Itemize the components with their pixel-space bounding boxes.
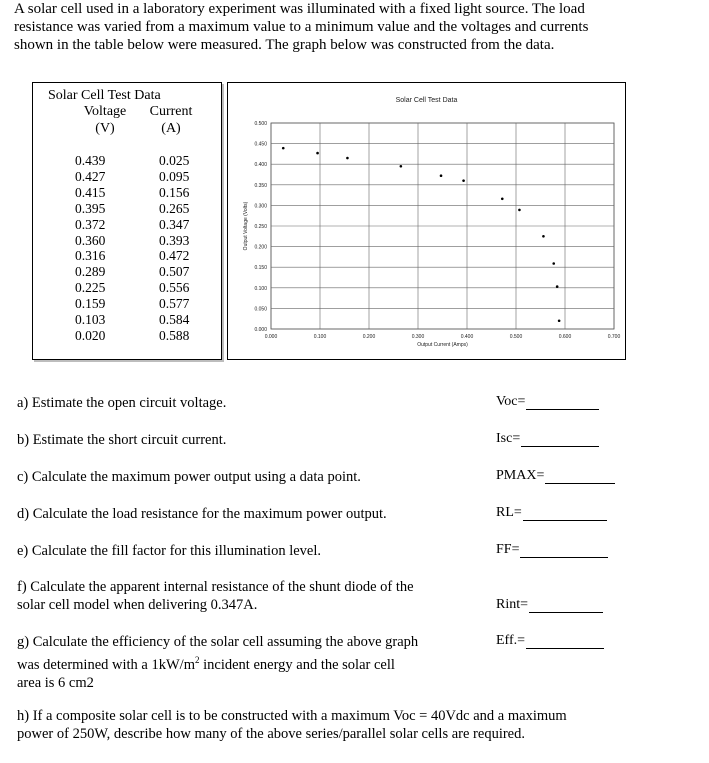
y-tick-label: 0.100 [254,285,267,292]
table-cell-current: 0.265 [159,200,190,216]
answer-ff-label: FF= [496,542,520,557]
data-point [440,174,443,177]
answer-isc-label: Isc= [496,431,521,446]
y-tick-label: 0.150 [254,265,267,272]
table-cell-current: 0.347 [159,216,190,232]
answer-voc [496,394,599,410]
table-cell-current: 0.393 [159,232,190,248]
table-cell-current: 0.588 [159,327,190,343]
answer-voc-label: Voc= [496,394,526,409]
answer-rl-label: RL= [496,505,522,520]
y-tick-label: 0.000 [254,327,267,333]
question-f-line-1: f) Calculate the apparent internal resistance of the shunt diode of the [17,579,414,595]
table-cell-current: 0.507 [159,264,190,280]
y-tick-label: 0.500 [254,121,267,127]
answer-eff-label: Eff.= [496,633,526,648]
table-cell-voltage: 0.427 [75,168,106,184]
table-cell-voltage: 0.103 [75,312,106,327]
data-point [316,152,319,155]
answer-isc [496,431,599,447]
x-tick-label: 0.600 [558,334,572,340]
data-point [282,147,285,150]
intro-line-2: resistance was varied from a maximum value to a minimum value and the voltages and currents [14,19,589,35]
table-cell-current: 0.556 [159,280,190,296]
x-tick-label: 0.100 [313,334,327,340]
y-tick-label: 0.050 [254,306,267,313]
intro-line-3: shown in the table below were measured. The graph below was constructed from the data. [14,37,555,53]
table-cell-current: 0.577 [159,296,190,312]
intro-paragraph [14,0,654,54]
table-cell-current: 0.472 [159,248,190,264]
answer-ff-blank[interactable] [520,543,608,558]
question-a: a) Estimate the open circuit voltage. [17,395,227,411]
answer-rint [496,597,603,613]
scatter-chart [228,83,625,359]
table-cell-voltage: 0.159 [75,296,106,312]
table-cell-voltage: 0.439 [75,153,106,168]
y-tick-label: 0.300 [254,203,267,210]
question-g [17,633,418,692]
table-cell-current: 0.095 [159,168,190,184]
question-g-line-2 [17,651,418,674]
data-point [542,235,545,238]
question-f [17,578,414,614]
table-cell-current: 0.584 [159,312,190,327]
question-f-line-2: solar cell model when delivering 0.347A. [17,597,258,613]
question-g-line-1: g) Calculate the efficiency of the solar cell assuming the above graph [17,634,419,650]
y-tick-label: 0.400 [254,162,267,169]
table-cell-current: 0.025 [159,153,190,168]
answer-isc-blank[interactable] [521,432,599,447]
question-h-line-2: power of 250W, describe how many of the above series/parallel solar cells are required. [17,726,525,742]
question-d: d) Calculate the load resistance for the maximum power output. [17,506,387,522]
y-tick-label: 0.350 [254,182,267,189]
answer-pmax [496,468,615,484]
table-cell-current: 0.156 [159,184,190,200]
question-b: b) Estimate the short circuit current. [17,432,227,448]
intro-line-1: A solar cell used in a laboratory experiment was illuminated with a fixed light source. The load [14,1,585,17]
x-tick-label: 0.300 [411,334,425,340]
table-cell-voltage: 0.316 [75,248,106,264]
x-axis-label: Output Current (Amps) [417,342,468,348]
question-h [17,707,567,743]
table-cell-voltage: 0.415 [75,184,106,200]
answer-pmax-blank[interactable] [545,469,615,484]
answer-eff [496,633,604,649]
chart-frame [227,82,626,360]
table-cell-voltage: 0.225 [75,280,106,296]
x-tick-label: 0.500 [509,334,523,340]
data-point [400,165,403,168]
data-point [518,209,521,212]
answer-eff-blank[interactable] [526,634,604,649]
current-header: Current [149,104,193,119]
table-cell-voltage: 0.020 [75,327,106,343]
x-tick-label: 0.000 [264,334,278,340]
question-c: c) Calculate the maximum power output using a data point. [17,469,361,485]
table-title: Solar Cell Test Data [48,88,161,103]
question-g-line-2b: incident energy and the solar cell [199,656,395,673]
data-table [32,82,222,360]
answer-rint-blank[interactable] [529,598,603,613]
answer-voc-blank[interactable] [526,395,599,410]
answer-rl-blank[interactable] [523,506,607,521]
y-axis-label: Output Voltage (Volts) [243,201,249,251]
table-cell-voltage: 0.289 [75,264,106,280]
voltage-header: Voltage [83,104,127,119]
data-point [556,285,559,288]
question-h-line-1: h) If a composite solar cell is to be constructed with a maximum Voc = 40Vdc and a maximum [17,708,567,724]
data-point [552,262,555,265]
question-g-line-3: area is 6 cm2 [17,674,94,691]
data-point [558,319,561,322]
question-g-superscript: 2 [194,655,200,665]
answer-ff [496,542,608,558]
answer-rint-label: Rint= [496,597,529,612]
answer-rl [496,505,607,521]
table-cell-voltage: 0.395 [75,200,106,216]
current-unit: (A) [161,121,181,136]
table-cell-voltage: 0.372 [75,216,106,232]
y-tick-label: 0.250 [254,224,267,230]
question-g-line-2a: was determined with a 1kW/m [17,656,195,673]
chart-title: Solar Cell Test Data [395,97,458,104]
table-cell-voltage: 0.360 [75,232,106,248]
data-point [462,179,465,182]
data-point [501,198,504,201]
question-e: e) Calculate the fill factor for this illumination level. [17,543,321,559]
answer-pmax-label: PMAX= [496,468,545,483]
y-tick-label: 0.450 [254,141,267,148]
x-tick-label: 0.700 [607,334,621,340]
x-tick-label: 0.400 [460,334,474,340]
voltage-unit: (V) [95,121,115,136]
data-point [346,157,349,160]
x-tick-label: 0.200 [362,334,376,340]
y-tick-label: 0.200 [254,244,267,251]
